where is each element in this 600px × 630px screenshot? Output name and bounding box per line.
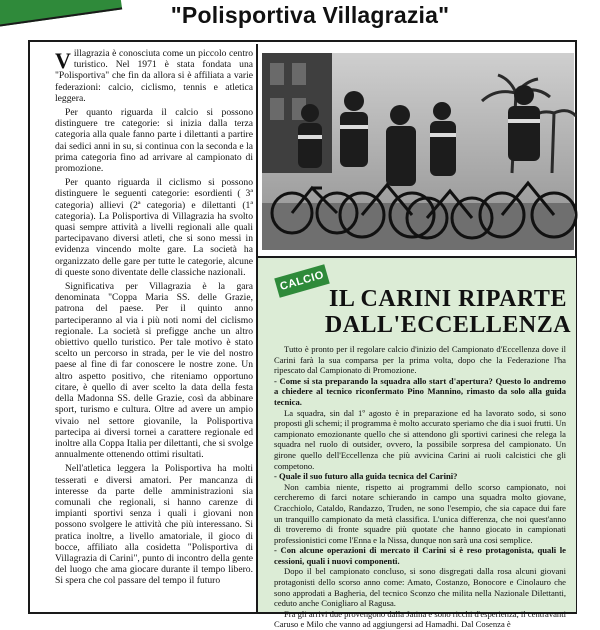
article-body <box>274 344 566 630</box>
page-headline: "Polisportiva Villagrazia" <box>170 2 450 28</box>
article-box <box>256 256 576 630</box>
corner-band <box>0 0 122 30</box>
left-column <box>55 48 253 608</box>
interview-question: - Con alcune operazioni di mercato il Carini si è reso protagonista, quali le cessioni, quali i nuovi componenti. <box>274 545 566 566</box>
lead-paragraph-text: illagrazia è conosciuta come un piccolo centro turistico. Nel 1971 è stata fondata una "Polisportiva" che fin da allora si è affiliata a varie federazioni: calcio, ciclismo, tennis e atletica leggera. <box>55 48 253 104</box>
section-badge: CALCIO <box>274 264 329 298</box>
paragraph: Per quanto riguarda il calcio si possono distinguere tre categorie: si inizia dalla terza categoria alla quale fanno parte i dilettanti a partire dai sedici anni in su, si continua con la seconda e la prima categoria fino ad arrivare al campionato di promozione. <box>55 107 253 175</box>
interview-question: - Come si sta preparando la squadra allo start d'apertura? Questo lo andremo a chiedere al tecnico riconfermato Pino Mannino, rimasto da solo alla guida tecnica. <box>274 375 566 407</box>
paragraph: Significativa per Villagrazia è la gara denominata "Coppa Maria SS. delle Grazie, patrona del paese. Per il quinto anno parteciperanno al via i più noti nomi del ciclismo regionale. La società si prefigge anche un altro obiettivo quello turistico. Per tale motivo è stato scelto un percorso in strada, per le vie del nostro paese al fine di far conoscere le nostre zone. Un altro aspetto positivo, che riteniamo opportuno citare, è quello di aver scelto la data della festa della Madonna SS. delle Grazie, così da abbinare sport, turismo e cultura. Oltre ad avere un ampio vivaio nel settore giovanile, la Polisportiva partecipa ai diversi tornei a carattere regionale ed inoltre alla Coppa Italia per dilettanti, che si svolge annualmente ottenendo ottimi risultati. <box>55 281 253 461</box>
lead-paragraph <box>55 48 253 104</box>
article-title-line1: IL CARINI RIPARTE <box>329 286 567 312</box>
article-paragraph: Dopo il bel campionato concluso, si sono disgregati dalla rosa alcuni giovani protagonisti dello scorso anno come: Amato, Costanzo, Bonocore e Cinolauro che sono approdati a Bagheria, del tecnico Sconzo che milita nella Nazionale Dilettanti, ceduto anche Conigliaro al Ragusa. <box>274 566 566 609</box>
article-title-line2: DALL'ECCELLENZA <box>324 312 572 338</box>
cyclists-photo <box>262 53 574 250</box>
article-paragraph: Fra gli arrivi due provengono dalla Jatina e sono ricchi d'esperienza, il centravanti Caruso e Milo che vanno ad aggiungersi ad Hamadhi. Dal Cosenza è <box>274 608 566 630</box>
paragraph: Per quanto riguarda il ciclismo si possono distinguere le seguenti categorie: esordienti ( 3ª categoria) allievi (2ª categoria) e dilettanti (1ª categoria). La Polisportiva di Villagrazia ha svolto quasi sempre attività a livelli regionali alle quali partecipavano diversi atleti, che si sono messi in evidenza vincendo molte gare. La società ha organizzato delle gare per tutte le categorie, alcune di queste sono diventate delle classiche nazionali. <box>55 177 253 278</box>
article-paragraph: La squadra, sin dal 1º agosto è in preparazione ed ha lavorato sodo, si sono proposti gli schemi; il programma è molto accurato speriamo che dia i suoi frutti. Un campionato emozionante quello che si attendono gli sportivi carinesi che relega la squadra nel ruolo di outsider, ovvero, la possibile sorpresa del campionato. Un girone quello dell'Eccellenza che più avvicina Carini ai ruoli calcistici che gli competono. <box>274 407 566 471</box>
interview-question: - Quale il suo futuro alla guida tecnica del Carini? <box>274 471 458 482</box>
cyclists-photo-illustration <box>262 53 574 250</box>
article-paragraph: Non cambia niente, rispetto ai programmi dello scorso campionato, noi cercheremo di farci notare schierando in campo una squadra molto giovane, Cracchiolo, Cataldo, Randazzo, Truden, ne sono l'esempio, che sia capace dui fare un tranquillo campionato da metà classifica. L'unica differenza, che noi quest'anno di troveremo di fronte squadre più quotate che hanno giocato in campionati professionistici come l'Enna e la Nissa, dunque non sarà una cosi semplice. <box>274 481 566 545</box>
paragraph: Nell'atletica leggera la Polisportiva ha molti tesserati e diversi amatori. Per mancanza di interesse da parte delle amministrazioni sia comunali che regionali, si hanno carenze di impianti sportivi senza i quali i giovani non possono svolgere le attività che più interessano. Si pratica inoltre, a livello amatoriale, il gioco di bocce, affiliato alla cosidetta "Polisportiva di Villagrazia di Carini", punto di incontro della gente del luogo che ama giocare durante il tempo libero. Si spera che col passare del tempo il futuro <box>55 463 253 587</box>
article-title <box>318 286 578 338</box>
dropcap: V <box>55 48 71 73</box>
article-paragraph: Tutto è pronto per il regolare calcio d'inizio del Campionato d'Eccellenza dove il Carini farà la sua comparsa per la prima volta, dopo che la Federazione l'ha ripescato dal Campionato di Promozione. <box>274 344 566 376</box>
